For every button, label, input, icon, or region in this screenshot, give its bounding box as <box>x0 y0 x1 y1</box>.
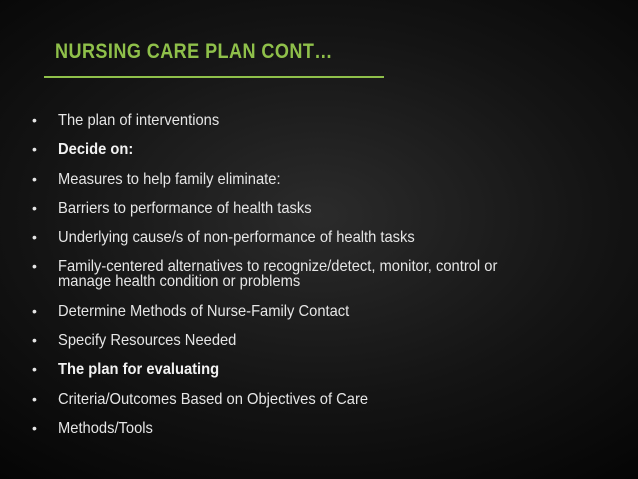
bullet-item <box>32 362 612 377</box>
bullet-text: Criteria/Outcomes Based on Objectives of Care <box>58 390 369 408</box>
bullet-marker: • <box>32 390 37 407</box>
bullet-text: Decide on: <box>58 141 134 159</box>
bullet-item <box>32 392 612 407</box>
bullet-item <box>32 201 612 216</box>
bullet-item <box>32 142 612 157</box>
bullet-text: Determine Methods of Nurse-Family Contact <box>58 302 350 320</box>
bullet-item <box>32 333 612 348</box>
bullet-marker: • <box>32 361 37 378</box>
bullet-marker: • <box>32 332 37 349</box>
bullet-text: The plan of interventions <box>58 112 220 129</box>
bullet-item <box>32 113 612 128</box>
slide-title: NURSING CARE PLAN CONT… <box>55 40 333 63</box>
bullet-text: The plan for evaluating <box>58 361 220 379</box>
bullet-marker: • <box>32 112 37 128</box>
bullet-marker: • <box>32 229 37 246</box>
bullet-list <box>32 113 612 450</box>
bullet-item <box>32 230 612 245</box>
bullet-text: Family-centered alternatives to recognize/detect, monitor, control or manage health condition or problems <box>58 258 498 291</box>
bullet-text: Specify Resources Needed <box>58 332 237 350</box>
title-underline <box>44 76 384 78</box>
bullet-item <box>32 421 612 436</box>
bullet-item <box>32 304 612 319</box>
bullet-marker: • <box>32 141 37 158</box>
bullet-marker: • <box>32 419 37 436</box>
bullet-text: Underlying cause/s of non-performance of health tasks <box>58 229 415 247</box>
bullet-text: Methods/Tools <box>58 419 153 437</box>
bullet-item <box>32 172 612 187</box>
bullet-text: Measures to help family eliminate: <box>58 170 281 188</box>
bullet-marker: • <box>32 302 37 319</box>
bullet-marker: • <box>32 199 37 216</box>
bullet-marker: • <box>32 170 37 187</box>
bullet-marker: • <box>32 258 37 275</box>
bullet-item <box>32 259 612 289</box>
bullet-text: Barriers to performance of health tasks <box>58 199 312 217</box>
